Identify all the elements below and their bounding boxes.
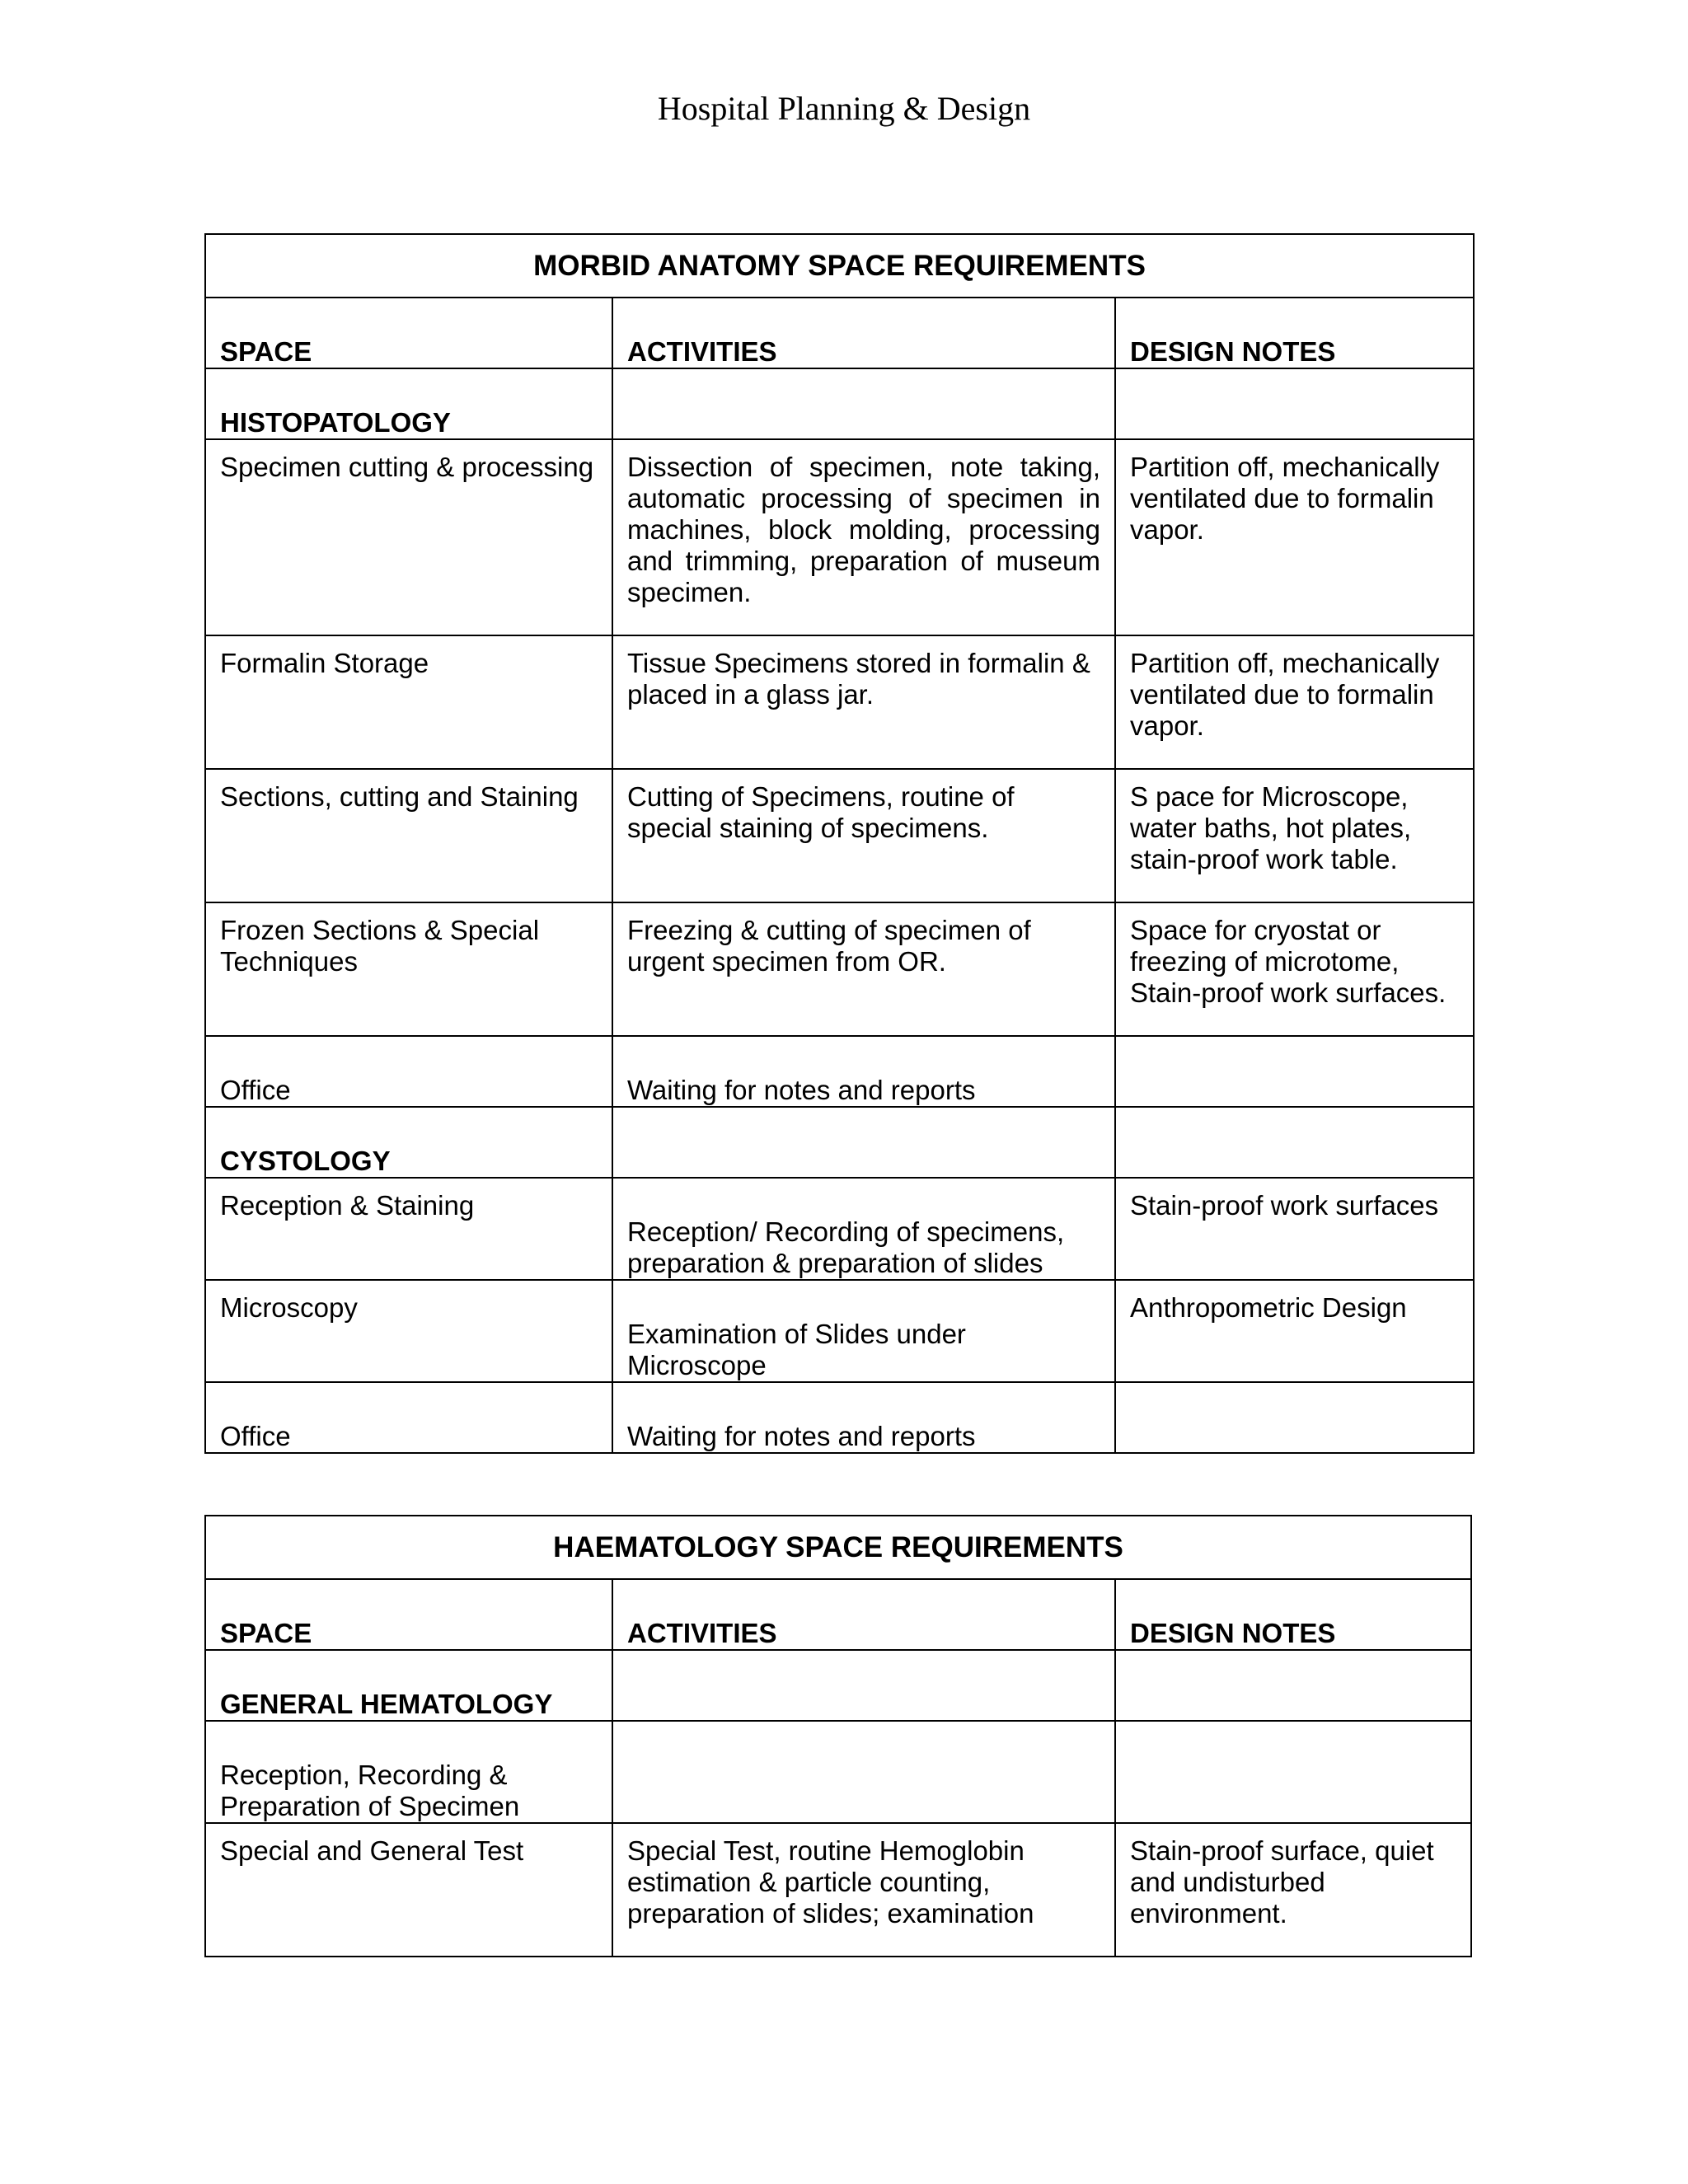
table-row [205,769,1474,902]
cell-notes: Partition off, mechanically ventilated due to formalin vapor. [1115,635,1474,769]
cell-activities: Tissue Specimens stored in formalin & placed in a glass jar. [612,635,1115,769]
section-label: GENERAL HEMATOLOGY [205,1650,612,1721]
cell-activities [612,1107,1115,1178]
header-design-notes: DESIGN NOTES [1115,298,1474,368]
cell-notes: Space for cryostat or freezing of microtome, Stain-proof work surfaces. [1115,902,1474,1036]
cell-space: Reception, Recording & Preparation of Specimen [205,1721,612,1823]
cell-space: Office [205,1036,612,1107]
cell-activities: Waiting for notes and reports [612,1036,1115,1107]
cell-notes [1115,368,1474,439]
table-row [205,1650,1471,1721]
cell-notes: Stain-proof surface, quiet and undisturbed environment. [1115,1823,1471,1957]
cell-notes: Partition off, mechanically ventilated due to formalin vapor. [1115,439,1474,635]
cell-activities: Dissection of specimen, note taking, automatic processing of specimen in machines, block molding, processing and trimming, preparation of museum specimen. [612,439,1115,635]
cell-notes: Stain-proof work surfaces [1115,1178,1474,1280]
cell-activities: Cutting of Specimens, routine of special staining of specimens. [612,769,1115,902]
table-row [205,1107,1474,1178]
header-activities: ACTIVITIES [612,1579,1115,1650]
cell-notes [1115,1107,1474,1178]
table-row [205,1178,1474,1280]
cell-activities: Freezing & cutting of specimen of urgent specimen from OR. [612,902,1115,1036]
table-row [205,902,1474,1036]
table-row [205,439,1474,635]
cell-notes [1115,1382,1474,1453]
header-space: SPACE [205,298,612,368]
cell-notes: Anthropometric Design [1115,1280,1474,1382]
cell-activities: Reception/ Recording of specimens, preparation & preparation of slides [612,1178,1115,1280]
table-title: HAEMATOLOGY SPACE REQUIREMENTS [205,1516,1471,1579]
cell-notes [1115,1036,1474,1107]
table-row [205,635,1474,769]
page-header: Hospital Planning & Design [657,90,1031,127]
cell-activities [612,368,1115,439]
cell-space: Office [205,1382,612,1453]
cell-space: Specimen cutting & processing [205,439,612,635]
table-header-row [205,298,1474,368]
cell-activities: Waiting for notes and reports [612,1382,1115,1453]
table-title-row [205,1516,1471,1579]
table-row [205,1721,1471,1823]
cell-activities: Examination of Slides under Microscope [612,1280,1115,1382]
cell-activities [612,1650,1115,1721]
table-row [205,1382,1474,1453]
section-label: HISTOPATOLOGY [205,368,612,439]
section-label: CYSTOLOGY [205,1107,612,1178]
table-title-row [205,234,1474,298]
cell-space: Sections, cutting and Staining [205,769,612,902]
cell-activities: Special Test, routine Hemoglobin estimation & particle counting, preparation of slides; examination [612,1823,1115,1957]
header-design-notes: DESIGN NOTES [1115,1579,1471,1650]
cell-activities [612,1721,1115,1823]
cell-notes [1115,1721,1471,1823]
table-row [205,1823,1471,1957]
table-row [205,1036,1474,1107]
cell-space: Formalin Storage [205,635,612,769]
table-title: MORBID ANATOMY SPACE REQUIREMENTS [205,234,1474,298]
header-activities: ACTIVITIES [612,298,1115,368]
table-row [205,1280,1474,1382]
cell-space: Special and General Test [205,1823,612,1957]
morbid-anatomy-table [204,233,1475,1454]
header-space: SPACE [205,1579,612,1650]
table-row [205,368,1474,439]
cell-space: Reception & Staining [205,1178,612,1280]
cell-notes [1115,1650,1471,1721]
haematology-table [204,1515,1472,1957]
cell-space: Microscopy [205,1280,612,1382]
table-header-row [205,1579,1471,1650]
cell-notes: S pace for Microscope, water baths, hot plates, stain-proof work table. [1115,769,1474,902]
cell-space: Frozen Sections & Special Techniques [205,902,612,1036]
